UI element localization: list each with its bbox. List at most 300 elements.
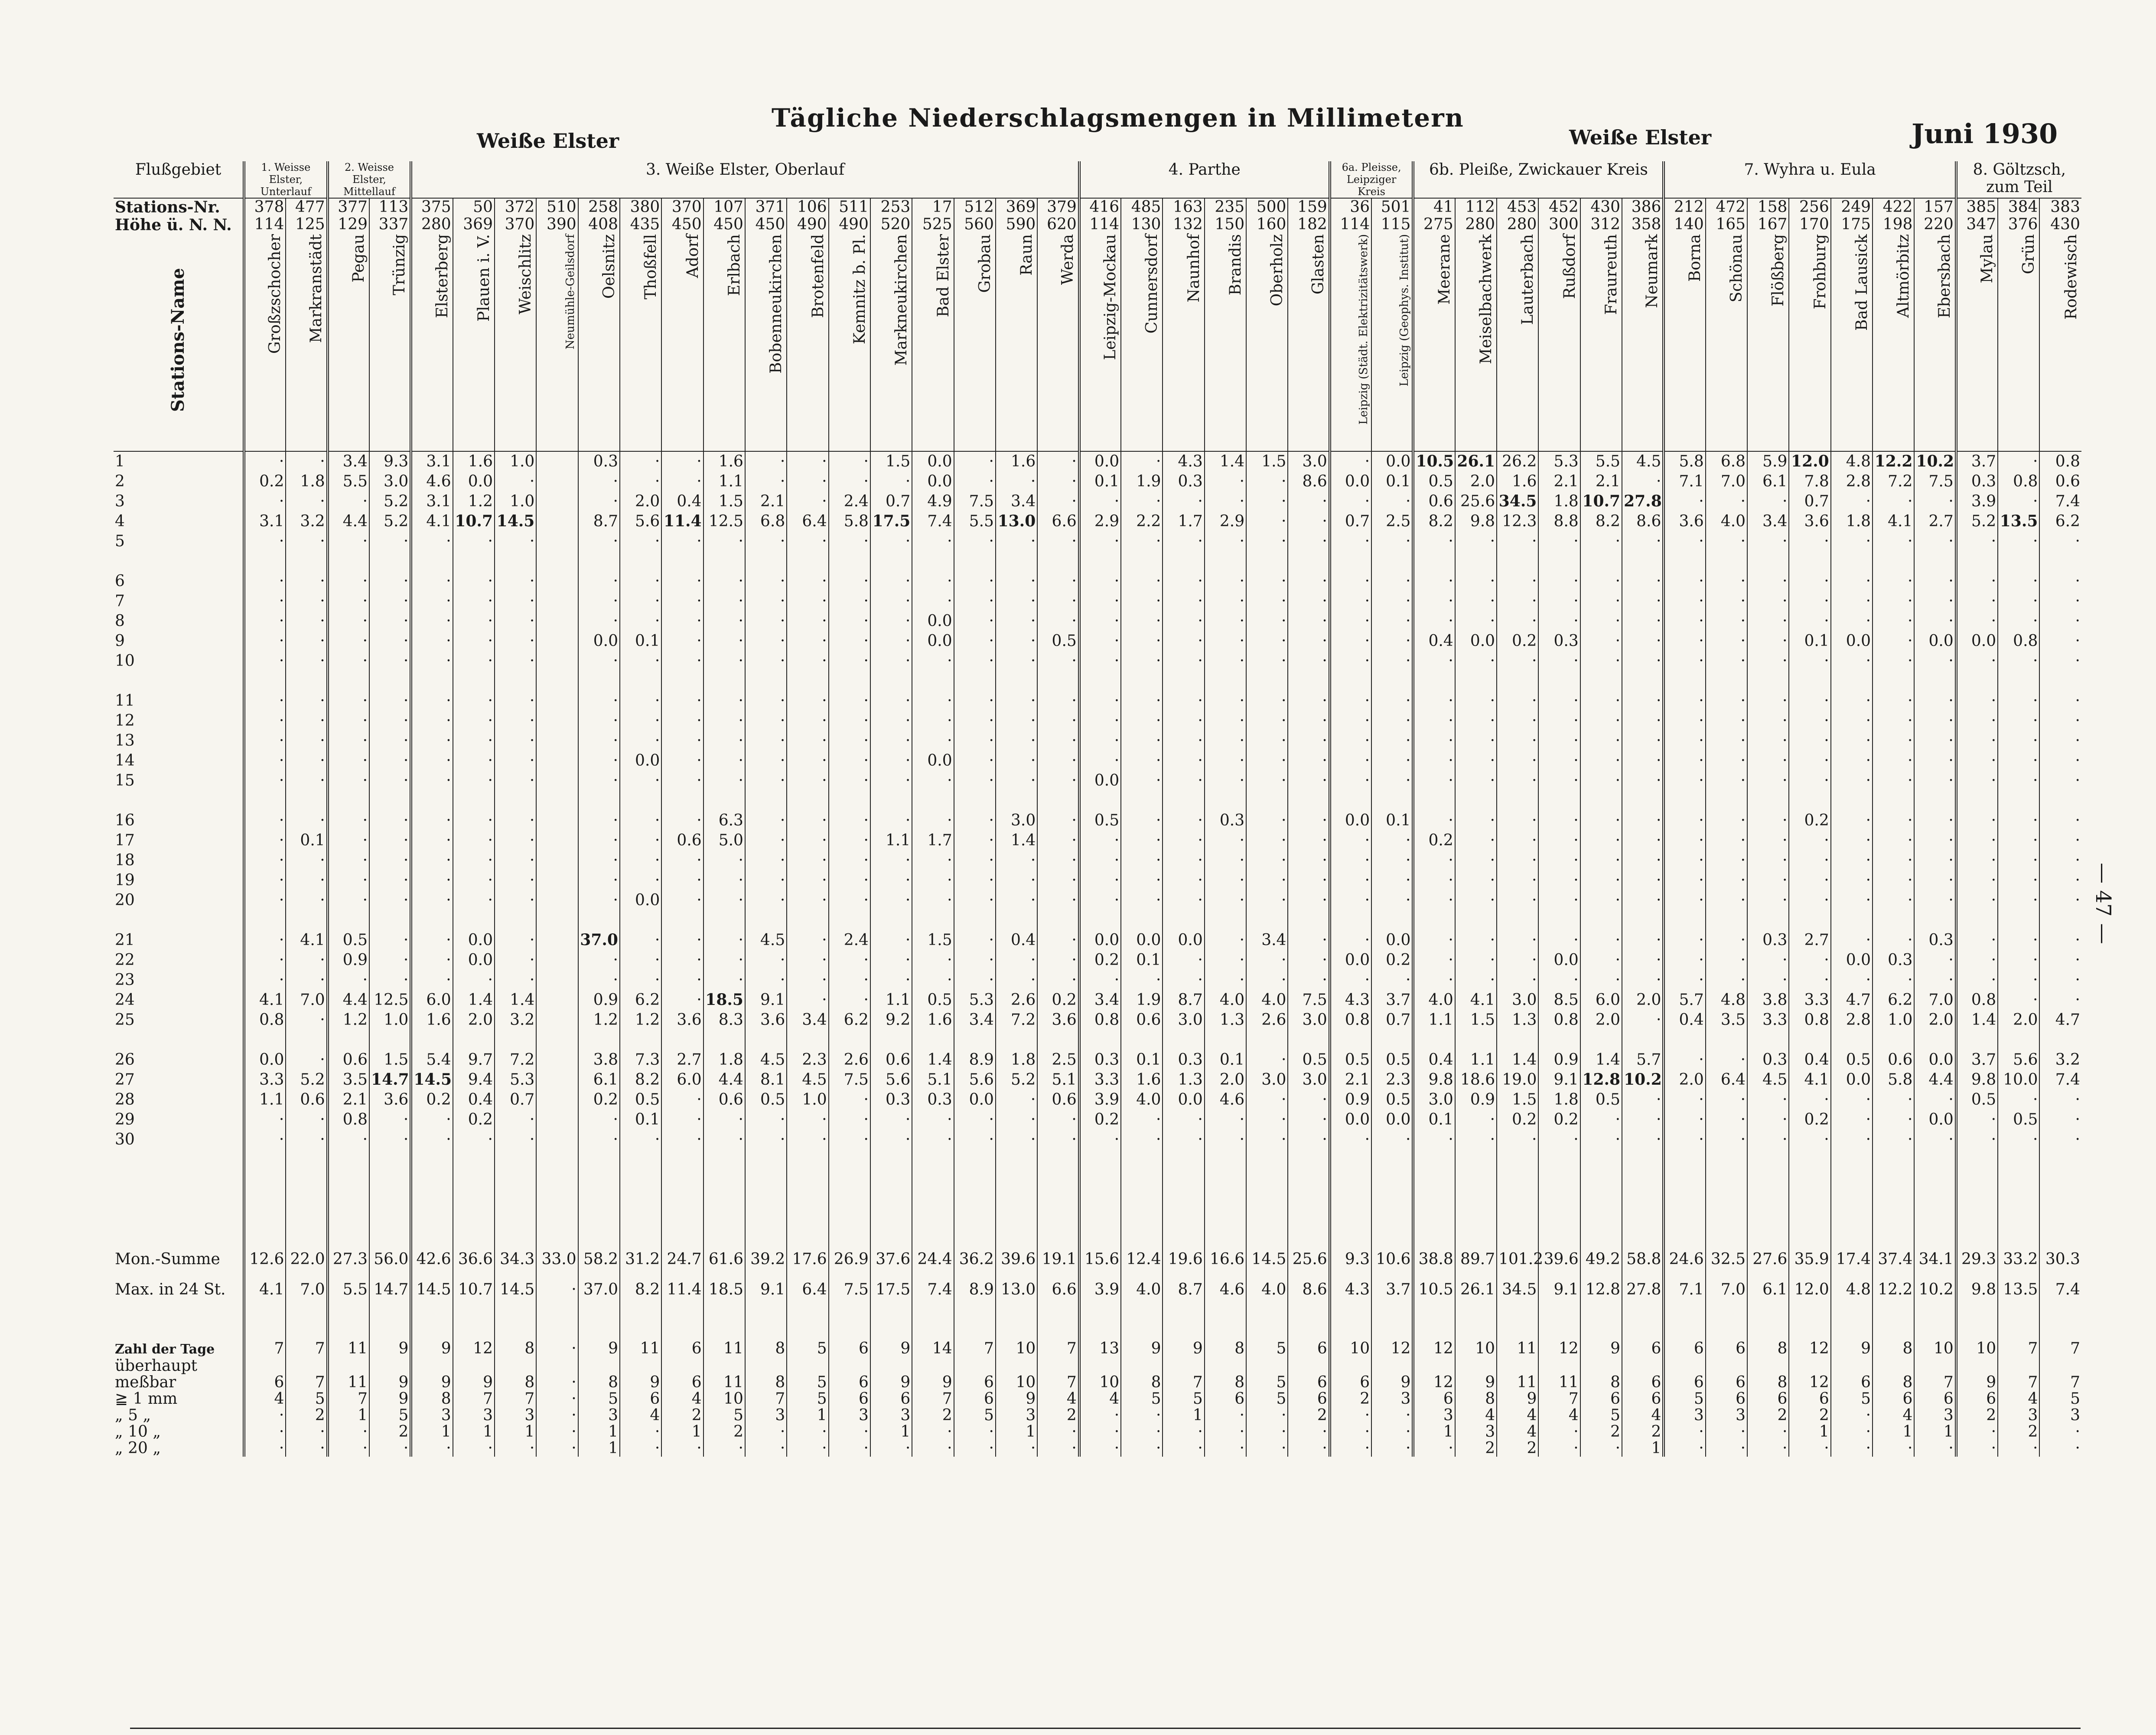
station-name-cell <box>1037 234 1079 451</box>
value-cell: 5.6 <box>870 1070 912 1090</box>
value-cell: · <box>2039 831 2081 851</box>
value-cell: 3.1 <box>244 512 286 532</box>
day-row-label: 28 <box>115 1091 135 1109</box>
value-cell: · <box>1538 651 1580 671</box>
value-cell: 9 <box>1455 1374 1497 1391</box>
value-cell: · <box>1538 751 1580 771</box>
value-cell: 12.0 <box>1789 1280 1830 1310</box>
value-cell: 18.6 <box>1455 1070 1497 1090</box>
value-cell: 12 <box>1789 1340 1830 1374</box>
value-cell: · <box>244 591 286 611</box>
station-name-cell <box>536 234 578 451</box>
value-cell: 9.3 <box>1330 1249 1371 1280</box>
value-cell: 9 <box>912 1374 954 1391</box>
value-cell: 0.5 <box>620 1090 661 1110</box>
value-cell: · <box>1831 571 1873 591</box>
value-cell: · <box>411 691 453 711</box>
value-cell: · <box>912 811 954 831</box>
value-cell: · <box>829 1440 870 1457</box>
value-cell: · <box>1622 1130 1664 1150</box>
value-cell: 0.7 <box>1330 512 1371 532</box>
value-cell: · <box>1873 970 1914 990</box>
value-cell: · <box>870 532 912 551</box>
value-cell: 1.0 <box>495 492 536 512</box>
value-cell: · <box>1538 811 1580 831</box>
value-cell: · <box>1330 1440 1371 1457</box>
value-cell <box>536 930 578 950</box>
value-cell <box>536 512 578 532</box>
value-cell: · <box>411 890 453 910</box>
day-count-row <box>114 1424 2081 1440</box>
value-cell: · <box>1163 1440 1204 1457</box>
value-cell: 2.0 <box>1205 1070 1246 1090</box>
value-cell: 4.6 <box>1205 1090 1246 1110</box>
value-cell: 0.0 <box>1121 930 1163 950</box>
value-cell: · <box>1288 1110 1329 1130</box>
value-cell: · <box>1789 851 1830 871</box>
value-cell: · <box>996 851 1037 871</box>
value-cell: · <box>1413 711 1455 731</box>
value-cell: · <box>829 711 870 731</box>
value-cell: · <box>1580 950 1622 970</box>
value-cell: 0.5 <box>1288 1050 1329 1070</box>
value-cell: · <box>1288 631 1329 651</box>
day-row <box>114 1090 2081 1110</box>
value-cell: · <box>954 831 996 851</box>
value-cell: 4.1 <box>1873 512 1914 532</box>
value-cell: · <box>1163 771 1204 791</box>
value-cell: · <box>1998 1130 2039 1150</box>
value-cell: · <box>1747 1440 1789 1457</box>
value-cell: 14.5 <box>411 1070 453 1090</box>
value-cell: · <box>1205 831 1246 851</box>
value-cell: · <box>1037 771 1079 791</box>
value-cell: · <box>1622 571 1664 591</box>
value-cell: · <box>1706 571 1747 591</box>
value-cell: · <box>1079 1424 1121 1440</box>
value-cell: 9.8 <box>1413 1070 1455 1090</box>
day-count-row <box>114 1340 2081 1374</box>
value-cell: 2 <box>1789 1407 1830 1424</box>
value-cell: 6 <box>1789 1391 1830 1407</box>
station-name-cell <box>1288 234 1329 451</box>
value-cell: 4 <box>244 1391 286 1407</box>
value-cell: 6 <box>1330 1374 1371 1391</box>
value-cell: · <box>1205 890 1246 910</box>
value-cell: 0.6 <box>661 831 703 851</box>
value-cell: · <box>1371 1424 1413 1440</box>
value-cell: · <box>1956 851 1998 871</box>
value-cell: 2.0 <box>453 1010 495 1030</box>
value-cell: 4 <box>1538 1407 1580 1424</box>
value-cell: 9 <box>870 1340 912 1374</box>
value-cell: · <box>1079 1440 1121 1457</box>
value-cell: · <box>829 691 870 711</box>
value-cell <box>536 711 578 731</box>
value-cell: 0.8 <box>1998 631 2039 651</box>
value-cell: 2.1 <box>328 1090 369 1110</box>
value-cell: · <box>1246 751 1288 771</box>
value-cell: · <box>1121 771 1163 791</box>
value-cell: 18.5 <box>703 990 745 1010</box>
value-cell: · <box>787 1424 828 1440</box>
value-cell: 0.0 <box>912 631 954 651</box>
value-cell: 0.2 <box>1497 631 1538 651</box>
value-cell: · <box>1747 771 1789 791</box>
value-cell: 0.0 <box>1163 1090 1204 1110</box>
value-cell <box>536 890 578 910</box>
value-cell: 0.7 <box>870 492 912 512</box>
station-name: Meerane <box>1435 234 1453 305</box>
value-cell: · <box>1079 591 1121 611</box>
river-basin-row <box>114 161 2081 198</box>
value-cell: · <box>328 831 369 851</box>
value-cell: · <box>1163 631 1204 651</box>
value-cell: 7 <box>453 1391 495 1407</box>
station-name: Kemnitz b. Pl. <box>850 234 869 345</box>
value-cell: · <box>1497 930 1538 950</box>
value-cell: · <box>1622 611 1664 631</box>
value-cell: · <box>1330 451 1371 472</box>
value-cell: 10.6 <box>1371 1249 1413 1280</box>
value-cell <box>536 631 578 651</box>
value-cell: 4.8 <box>1831 451 1873 472</box>
value-cell: · <box>411 711 453 731</box>
value-cell: · <box>1413 1130 1455 1150</box>
value-cell: 8.6 <box>1288 472 1329 492</box>
value-cell: · <box>1371 492 1413 512</box>
value-cell: 8.2 <box>620 1070 661 1090</box>
value-cell: · <box>369 1110 411 1130</box>
value-cell: · <box>996 651 1037 671</box>
station-name: Erlbach <box>725 234 743 296</box>
value-cell: · <box>996 571 1037 591</box>
value-cell: · <box>244 831 286 851</box>
value-cell: · <box>661 1110 703 1130</box>
value-cell: 5.2 <box>286 1070 327 1090</box>
value-cell: 12.0 <box>1789 451 1830 472</box>
value-cell: 3 <box>1455 1424 1497 1440</box>
value-cell: · <box>1288 970 1329 990</box>
value-cell: 7 <box>1037 1374 1079 1391</box>
value-cell: 8.7 <box>578 512 620 532</box>
value-cell: · <box>996 890 1037 910</box>
value-cell: 8.1 <box>745 1070 787 1090</box>
value-cell: · <box>1914 492 1956 512</box>
value-cell: · <box>1538 1130 1580 1150</box>
value-cell: 34.1 <box>1914 1249 1956 1280</box>
value-cell: 8.8 <box>1538 512 1580 532</box>
value-cell: · <box>745 532 787 551</box>
value-cell: · <box>1205 731 1246 751</box>
value-cell: · <box>1956 930 1998 950</box>
value-cell: 6 <box>829 1391 870 1407</box>
value-cell: · <box>1497 611 1538 631</box>
value-cell: · <box>1121 851 1163 871</box>
value-cell: 7.8 <box>1789 472 1830 492</box>
value-cell: · <box>1664 811 1705 831</box>
value-cell: · <box>912 711 954 731</box>
value-cell: · <box>244 871 286 890</box>
value-cell: 2 <box>286 1407 327 1424</box>
value-cell: · <box>1079 731 1121 751</box>
value-cell: · <box>369 631 411 651</box>
value-cell: · <box>369 970 411 990</box>
station-name: Werda <box>1058 234 1077 285</box>
value-cell: · <box>1706 711 1747 731</box>
value-cell: 6 <box>1956 1391 1998 1407</box>
value-cell: 0.2 <box>1037 990 1079 1010</box>
value-cell: 7.0 <box>1914 990 1956 1010</box>
day-count-row-label: Zahl der Tage überhaupt <box>115 1342 215 1375</box>
value-cell: · <box>661 651 703 671</box>
value-cell: · <box>369 871 411 890</box>
value-cell: 8 <box>1121 1374 1163 1391</box>
day-row-label: 11 <box>115 692 135 710</box>
station-number-row <box>114 198 2081 234</box>
value-cell: · <box>787 950 828 970</box>
station-number-cell: 500 160 <box>1246 198 1288 234</box>
value-cell: · <box>1330 731 1371 751</box>
station-name-cell <box>620 234 661 451</box>
station-name: Rodewisch <box>2062 234 2080 320</box>
value-cell: · <box>1288 492 1329 512</box>
value-cell: 3 <box>1998 1407 2039 1424</box>
value-cell: 89.7 <box>1455 1249 1497 1280</box>
day-count-row <box>114 1391 2081 1407</box>
value-cell: · <box>1330 771 1371 791</box>
value-cell: 0.8 <box>1079 1010 1121 1030</box>
value-cell: 0.5 <box>1330 1050 1371 1070</box>
value-cell: · <box>1497 751 1538 771</box>
value-cell: 2.4 <box>829 930 870 950</box>
value-cell: 2 <box>661 1407 703 1424</box>
value-cell: · <box>1914 711 1956 731</box>
value-cell: 2.1 <box>1580 472 1622 492</box>
value-cell: 56.0 <box>369 1249 411 1280</box>
value-cell: 4.4 <box>328 512 369 532</box>
value-cell: 8 <box>745 1374 787 1391</box>
value-cell: 0.0 <box>578 631 620 651</box>
value-cell: 11 <box>328 1374 369 1391</box>
value-cell: · <box>1664 631 1705 651</box>
value-cell: · <box>369 611 411 631</box>
value-cell: 5.3 <box>954 990 996 1010</box>
value-cell: · <box>1246 492 1288 512</box>
value-cell: 37.4 <box>1873 1249 1914 1280</box>
value-cell: · <box>1205 1424 1246 1440</box>
value-cell: 4 <box>661 1391 703 1407</box>
value-cell: 3.1 <box>411 492 453 512</box>
spacer-row <box>114 671 2081 691</box>
value-cell: 7.0 <box>286 990 327 1010</box>
value-cell: 1.3 <box>1497 1010 1538 1030</box>
day-row <box>114 890 2081 910</box>
value-cell <box>536 751 578 771</box>
value-cell: 6.1 <box>578 1070 620 1090</box>
value-cell: 7.2 <box>495 1050 536 1070</box>
value-cell: · <box>1664 1050 1705 1070</box>
value-cell: 0.5 <box>1371 1090 1413 1110</box>
value-cell: 9.2 <box>870 1010 912 1030</box>
page-title: Tägliche Niederschlagsmengen in Millimetern <box>772 103 1464 133</box>
day-row-label: 23 <box>115 971 135 989</box>
value-cell: 11 <box>1497 1374 1538 1391</box>
value-cell: · <box>1371 871 1413 890</box>
day-row-label: 6 <box>115 572 125 590</box>
value-cell: · <box>1956 532 1998 551</box>
value-cell: · <box>912 771 954 791</box>
value-cell: · <box>870 851 912 871</box>
value-cell: · <box>495 731 536 751</box>
station-name-cell <box>1914 234 1956 451</box>
value-cell: 10 <box>996 1340 1037 1374</box>
value-cell: 6 <box>1706 1391 1747 1407</box>
value-cell: 9.1 <box>1538 1280 1580 1310</box>
value-cell: · <box>495 591 536 611</box>
value-cell: · <box>912 651 954 671</box>
value-cell: · <box>1914 591 1956 611</box>
value-cell: · <box>1664 651 1705 671</box>
value-cell: 0.6 <box>2039 472 2081 492</box>
value-cell: · <box>1873 571 1914 591</box>
value-cell: · <box>2039 532 2081 551</box>
value-cell: 3.6 <box>745 1010 787 1030</box>
value-cell: 61.6 <box>703 1249 745 1280</box>
value-cell: · <box>286 711 327 731</box>
value-cell: · <box>286 811 327 831</box>
value-cell: 0.6 <box>1873 1050 1914 1070</box>
value-cell <box>536 591 578 611</box>
value-cell: · <box>1538 1440 1580 1457</box>
value-cell: 0.0 <box>453 930 495 950</box>
value-cell: · <box>1664 1110 1705 1130</box>
value-cell: · <box>328 771 369 791</box>
value-cell: · <box>1121 1110 1163 1130</box>
value-cell: · <box>411 930 453 950</box>
value-cell: 49.2 <box>1580 1249 1622 1280</box>
station-name: Raun <box>1018 234 1036 276</box>
value-cell: 3.0 <box>1288 451 1329 472</box>
value-cell: · <box>1622 532 1664 551</box>
station-name: Glasten <box>1309 234 1327 295</box>
value-cell: 0.7 <box>495 1090 536 1110</box>
value-cell: · <box>1956 1440 1998 1457</box>
value-cell: 1.3 <box>1205 1010 1246 1030</box>
value-cell: · <box>1831 771 1873 791</box>
value-cell: · <box>2039 811 2081 831</box>
value-cell: 6.6 <box>1037 512 1079 532</box>
value-cell: · <box>1914 811 1956 831</box>
value-cell: 6.4 <box>787 1280 828 1310</box>
value-cell: 9 <box>411 1374 453 1391</box>
value-cell <box>536 1010 578 1030</box>
value-cell: · <box>745 950 787 970</box>
value-cell: · <box>954 1424 996 1440</box>
value-cell: 8.7 <box>1163 990 1204 1010</box>
day-row <box>114 851 2081 871</box>
value-cell: 5.5 <box>954 512 996 532</box>
value-cell: · <box>1873 532 1914 551</box>
value-cell: · <box>1413 691 1455 711</box>
station-number-cell: 36 114 <box>1330 198 1371 234</box>
value-cell: · <box>2039 631 2081 651</box>
station-name-cell <box>954 234 996 451</box>
value-cell: · <box>1121 1407 1163 1424</box>
station-number-cell: 212 140 <box>1664 198 1705 234</box>
station-name: Mylau <box>1978 234 1996 284</box>
value-cell: · <box>1706 1440 1747 1457</box>
value-cell: · <box>1831 1110 1873 1130</box>
station-name-cell <box>369 234 411 451</box>
max-24h-row <box>114 1280 2081 1310</box>
value-cell: 5.1 <box>1037 1070 1079 1090</box>
value-cell: · <box>1163 1130 1204 1150</box>
value-cell: · <box>1037 1440 1079 1457</box>
value-cell: 6 <box>1205 1391 1246 1407</box>
value-cell: 6.1 <box>1747 1280 1789 1310</box>
value-cell: 6 <box>1873 1391 1914 1407</box>
value-cell: · <box>1205 611 1246 631</box>
value-cell: · <box>1455 711 1497 731</box>
value-cell: · <box>1664 930 1705 950</box>
station-name: Leipzig (Geophys. Institut) <box>1398 234 1411 387</box>
value-cell: · <box>1497 532 1538 551</box>
value-cell: · <box>1288 950 1329 970</box>
value-cell: 4 <box>1497 1424 1538 1440</box>
value-cell: · <box>829 871 870 890</box>
value-cell: · <box>1330 691 1371 711</box>
value-cell: 5.6 <box>954 1070 996 1090</box>
value-cell: 9 <box>1163 1340 1204 1374</box>
value-cell: · <box>661 711 703 731</box>
station-name: Naunhof <box>1185 234 1203 303</box>
value-cell: · <box>1246 651 1288 671</box>
value-cell: 5.5 <box>328 1280 369 1310</box>
value-cell: 3.9 <box>1956 492 1998 512</box>
value-cell: 0.5 <box>1998 1110 2039 1130</box>
value-cell: 12.3 <box>1497 512 1538 532</box>
value-cell: 16.6 <box>1205 1249 1246 1280</box>
value-cell: 2.5 <box>1037 1050 1079 1070</box>
value-cell: · <box>1330 1424 1371 1440</box>
value-cell: · <box>1914 831 1956 851</box>
value-cell: · <box>1622 711 1664 731</box>
value-cell: 3.8 <box>578 1050 620 1070</box>
value-cell: · <box>286 492 327 512</box>
value-cell: · <box>369 851 411 871</box>
value-cell: · <box>870 970 912 990</box>
value-cell: · <box>829 990 870 1010</box>
value-cell: 0.2 <box>1079 1110 1121 1130</box>
value-cell: 9.8 <box>1956 1280 1998 1310</box>
value-cell: · <box>495 851 536 871</box>
value-cell: · <box>1998 1090 2039 1110</box>
value-cell: · <box>1330 1130 1371 1150</box>
value-cell: · <box>2039 1424 2081 1440</box>
value-cell: 2.3 <box>787 1050 828 1070</box>
value-cell: 12.2 <box>1873 451 1914 472</box>
value-cell: 1 <box>996 1424 1037 1440</box>
value-cell: · <box>1455 1110 1497 1130</box>
value-cell: · <box>1914 1090 1956 1110</box>
value-cell: 9.3 <box>369 451 411 472</box>
value-cell: 0.0 <box>1956 631 1998 651</box>
value-cell: 0.0 <box>1831 950 1873 970</box>
value-cell: 0.3 <box>578 451 620 472</box>
value-cell: 9.1 <box>745 1280 787 1310</box>
value-cell: · <box>578 532 620 551</box>
